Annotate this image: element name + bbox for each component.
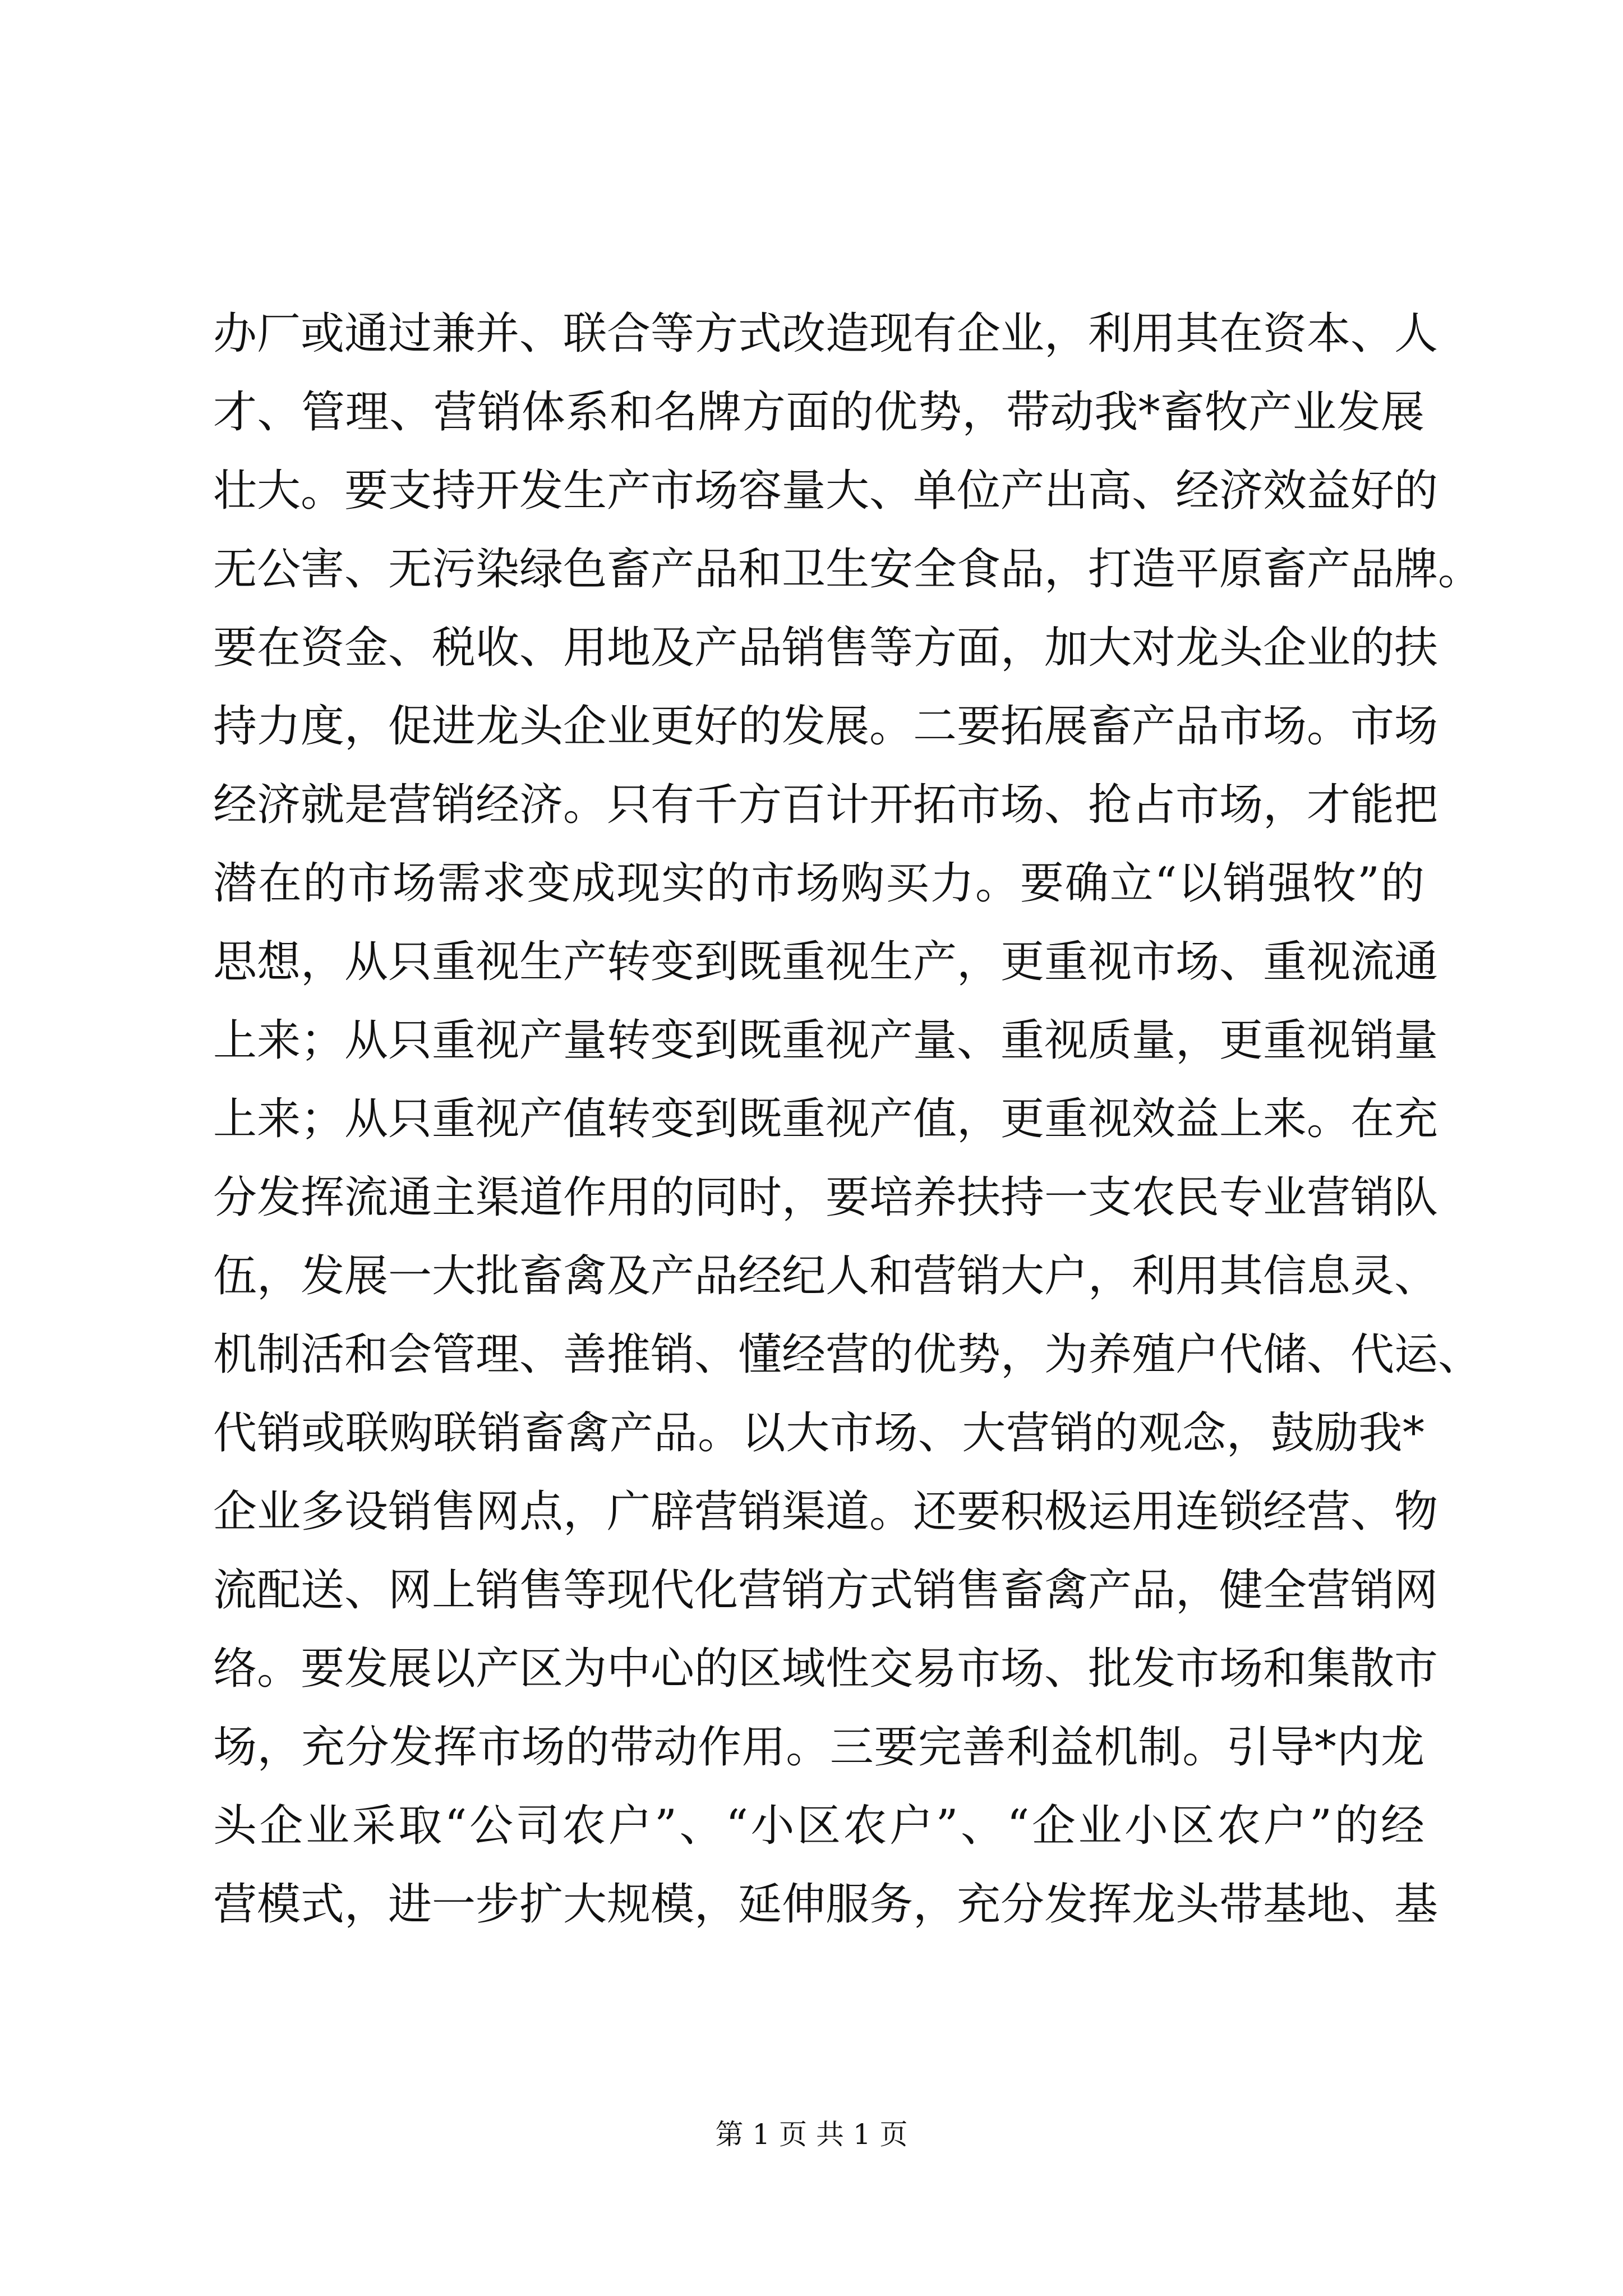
text-line: 头企业采取“公司农户”、“小区农户”、“企业小区农户”的经 [213, 1801, 1424, 1851]
text-line: 壮大。要支持开发生产市场容量大、单位产出高、经济效益好的 [213, 466, 1438, 516]
text-line: 上来；从只重视产量转变到既重视产量、重视质量，更重视销量 [213, 1015, 1438, 1066]
text-line: 持力度，促进龙头企业更好的发展。二要拓展畜产品市场。市场 [213, 701, 1438, 752]
text-line: 潜在的市场需求变成现实的市场购买力。要确立“以销强牧”的 [213, 858, 1424, 909]
text-line: 上来；从只重视产值转变到既重视产值，更重视效益上来。在充 [213, 1094, 1438, 1144]
text-line: 营模式，进一步扩大规模，延伸服务，充分发挥龙头带基地、基 [213, 1879, 1438, 1930]
text-line: 络。要发展以产区为中心的区域性交易市场、批发市场和集散市 [213, 1644, 1438, 1694]
text-line: 才、管理、营销体系和名牌方面的优势，带动我*畜牧产业发展 [213, 387, 1424, 438]
text-line: 办厂或通过兼并、联合等方式改造现有企业，利用其在资本、人 [213, 309, 1438, 359]
page-footer: 第 1 页 共 1 页 [715, 2118, 908, 2151]
text-line: 代销或联购联销畜禽产品。以大市场、大营销的观念，鼓励我* [213, 1408, 1424, 1458]
text-line: 思想，从只重视生产转变到既重视生产，更重视市场、重视流通 [213, 937, 1438, 987]
text-line: 经济就是营销经济。只有千方百计开拓市场、抢占市场，才能把 [213, 780, 1438, 830]
text-line: 无公害、无污染绿色畜产品和卫生安全食品，打造平原畜产品牌。 [213, 544, 1482, 595]
text-line: 流配送、网上销售等现代化营销方式销售畜禽产品，健全营销网 [213, 1565, 1438, 1616]
text-line: 伍，发展一大批畜禽及产品经纪人和营销大户，利用其信息灵、 [213, 1251, 1438, 1301]
text-line: 要在资金、税收、用地及产品销售等方面，加大对龙头企业的扶 [213, 623, 1438, 673]
text-line: 场，充分发挥市场的带动作用。三要完善利益机制。引导*内龙 [213, 1722, 1424, 1773]
body-text [213, 295, 1482, 1944]
text-line: 分发挥流通主渠道作用的同时，要培养扶持一支农民专业营销队 [213, 1172, 1438, 1223]
text-line: 机制活和会管理、善推销、懂经营的优势，为养殖户代储、代运、 [213, 1329, 1482, 1380]
text-line: 企业多设销售网点，广辟营销渠道。还要积极运用连锁经营、物 [213, 1487, 1438, 1537]
